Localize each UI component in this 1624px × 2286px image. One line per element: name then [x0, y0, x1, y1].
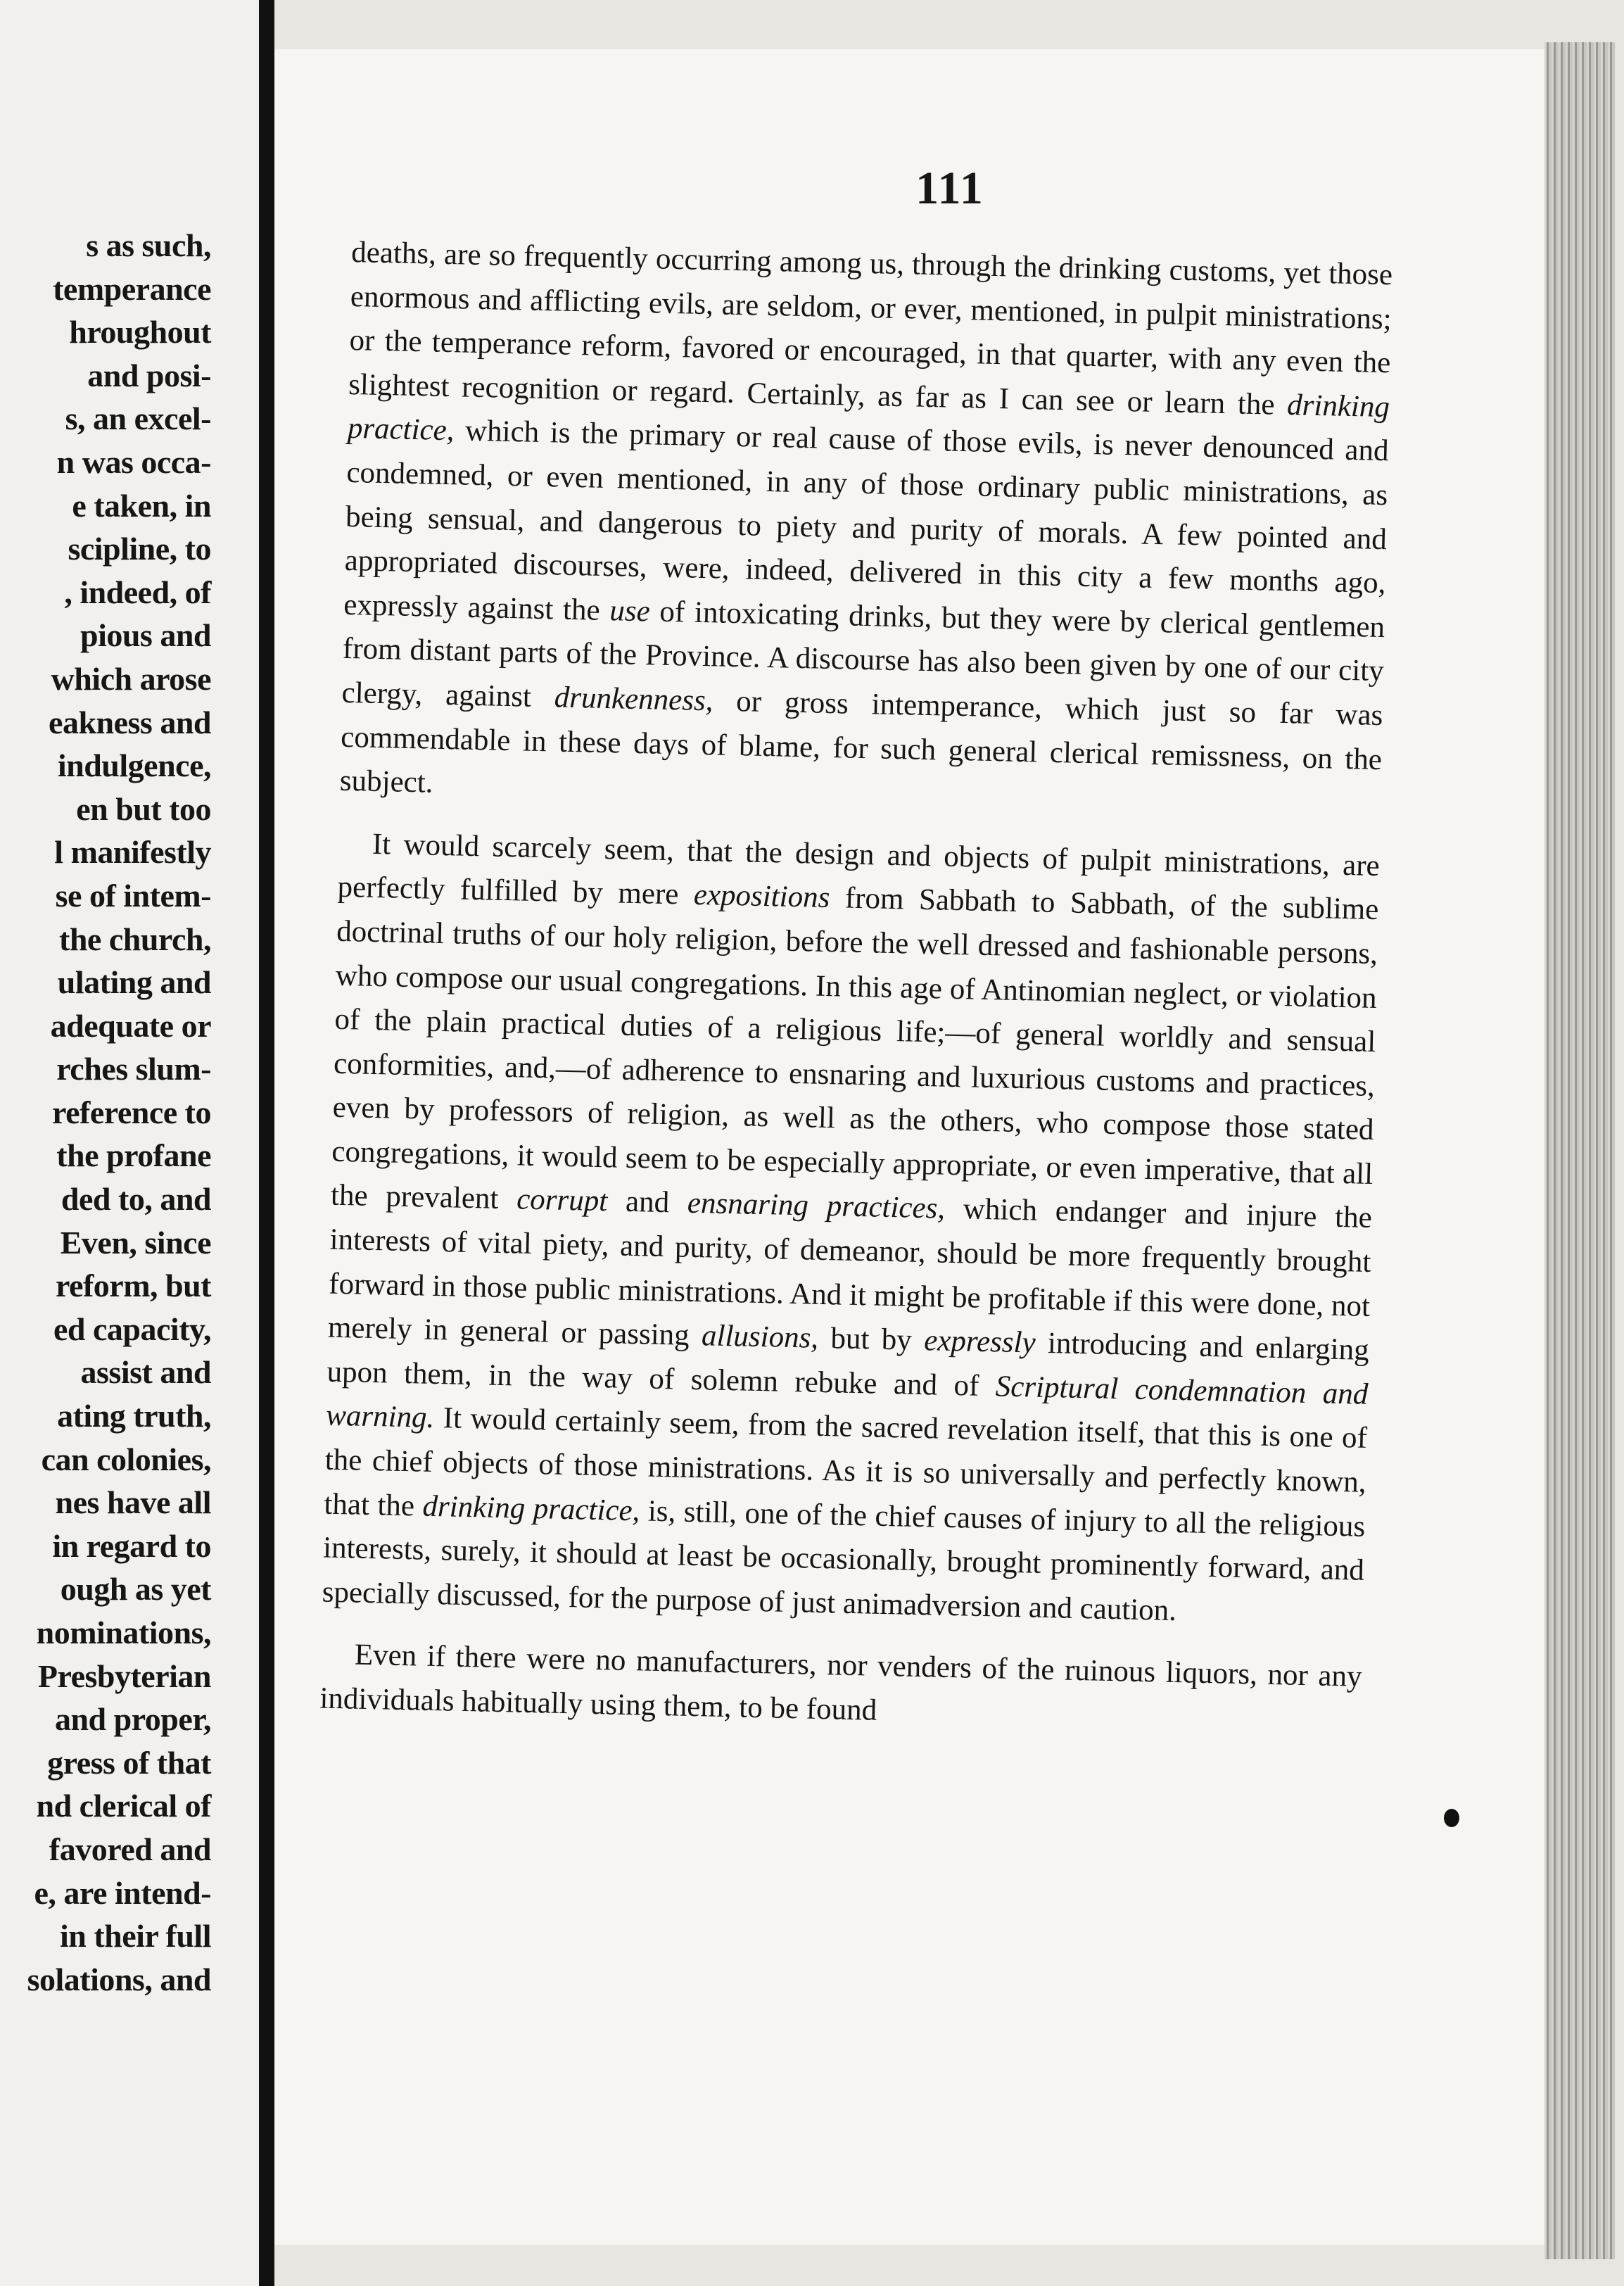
- left-page-line: , indeed, of: [64, 574, 211, 610]
- ink-dot: [1444, 1809, 1459, 1827]
- left-page-line: the church,: [59, 921, 211, 957]
- left-page-line: scipline, to: [68, 531, 211, 567]
- italic-text: drunkenness,: [554, 681, 713, 718]
- left-page-line: assist and: [80, 1354, 211, 1391]
- italic-text: use: [609, 593, 651, 629]
- left-page-line: ating truth,: [57, 1398, 211, 1434]
- text-run: which is the primary or real cause of those evils, is never denounced and condemned, or even mentioned, in any of those ordinary public ministrations, as being sensual, and dangerous to piety and purity of morals. A few pointed and appropriated discourses, were, indeed, delivered in this city a few months ago, expressly against the: [343, 414, 1390, 627]
- text-run: introducing and enlarging upon them, in the way of solemn rebuke and of: [326, 1326, 1370, 1403]
- left-page-line: favored and: [49, 1831, 211, 1867]
- italic-text: corrupt: [516, 1182, 608, 1218]
- left-page-line: se of intem-: [55, 877, 211, 914]
- left-page-line: nes have all: [55, 1484, 211, 1521]
- left-page-line: and proper,: [54, 1701, 211, 1738]
- left-page-line: adequate or: [50, 1007, 211, 1044]
- italic-text: drinking practice,: [422, 1489, 640, 1527]
- left-page-line: in their full: [59, 1918, 211, 1955]
- left-page-line: can colonies,: [41, 1441, 211, 1477]
- body-text: [319, 231, 1393, 1743]
- text-run: which endanger and injure the interests of vital piety, and purity, of demeanor, should be more frequently brought forward in those public ministrations. And it might be profitable if this were done, not merely in general or passing: [327, 1192, 1373, 1353]
- left-page-line: pious and: [80, 617, 211, 654]
- text-run: Even if there were no manufacturers, nor venders of the ruinous liquors, nor any individuals habitually using them, to be found: [319, 1638, 1363, 1727]
- left-page-text: [0, 224, 211, 2001]
- italic-text: allusions,: [701, 1319, 819, 1356]
- page-edges: [1544, 42, 1615, 2259]
- left-page-line: nd clerical of: [36, 1788, 211, 1824]
- left-page-line: reference to: [52, 1094, 211, 1130]
- text-run: of intoxicating drinks, but they were by clerical gentlemen from distant parts of the Province. A discourse has also been given by one of our city clergy, against: [341, 595, 1385, 714]
- left-page-line: ulating and: [57, 964, 211, 1001]
- left-page-line: n was occa-: [56, 443, 211, 480]
- left-page-line: Presbyterian: [37, 1657, 211, 1694]
- page-number: 111: [915, 163, 984, 214]
- left-page-line: hroughout: [69, 314, 211, 351]
- left-page-line: gress of that: [47, 1744, 211, 1781]
- left-page-line: ded to, and: [61, 1181, 211, 1218]
- left-page-line: solations, and: [27, 1961, 211, 1997]
- italic-text: expressly: [923, 1324, 1036, 1360]
- left-page-line: ed capacity,: [53, 1311, 211, 1347]
- text-run: deaths, are so frequently occurring among us, through the drinking customs, yet those enormous and afflicting evils, are seldom, or ever, mentioned, in pulpit ministrations; or the temperance reform, favored or encouraged, in that quarter, with any even the slightest recognition or regard. Certainly, as far as I can see or learn the: [348, 235, 1393, 422]
- book-gutter: [259, 0, 274, 2286]
- left-page-line: Even, since: [60, 1224, 211, 1261]
- left-page-line: the profane: [56, 1137, 211, 1174]
- paragraph: [319, 1633, 1362, 1743]
- left-page-line: en but too: [76, 790, 211, 827]
- left-page-line: temperance: [53, 270, 211, 307]
- text-run: is, still, one of the chief causes of injury to all the religious interests, surely, it should at least be occasionally, brought prominently forward, and specially discussed, for the purpose of just animadversion and caution.: [322, 1494, 1366, 1627]
- left-page-line: and posi-: [87, 357, 211, 393]
- text-run: or gross intemperance, which just so far was commendable in these days of blame, for such general clerical remissness, on the subject.: [339, 684, 1383, 800]
- italic-text: ensnaring practices,: [687, 1187, 946, 1226]
- text-run: but by: [818, 1322, 925, 1358]
- left-page-line: nominations,: [36, 1615, 211, 1650]
- left-page-line: ough as yet: [60, 1571, 211, 1608]
- text-run: and: [607, 1185, 688, 1220]
- left-page-line: rches slum-: [56, 1051, 211, 1087]
- left-page-line: s as such,: [86, 227, 211, 263]
- italic-text: expositions: [693, 878, 830, 915]
- left-page-line: s, an excel-: [65, 400, 211, 437]
- left-page-line: l manifestly: [54, 834, 211, 871]
- left-page-line: in regard to: [52, 1527, 211, 1564]
- left-page-line: e, are intend-: [34, 1874, 211, 1911]
- left-page-line: reform, but: [55, 1268, 211, 1304]
- italic-text: drinking practice,: [347, 388, 1390, 448]
- left-page-line: indulgence,: [57, 747, 211, 784]
- text-run: It would scarcely seem, that the design and objects of pulpit ministrations, are perfectly fulfilled by mere: [337, 827, 1381, 912]
- text-run: from Sabbath to Sabbath, of the sublime doctrinal truths of our holy religion, before the well dressed and fashionable persons, who compose our usual congregations. In this age of Antinomian neglect, or violation of the plain practical duties of a religious life;—of general worldly and sensual conformities, and,—of adherence to ensnaring and luxurious customs and practices, even by professors of religion, as well as the others, who compose those stated congregations, it would seem to be especially appropriate, or even imperative, that all the prevalent: [330, 881, 1379, 1216]
- right-page: [274, 49, 1555, 2245]
- paragraph: [339, 231, 1393, 826]
- left-page-line: eakness and: [49, 704, 211, 740]
- italic-text: Scriptural condemnation and warning.: [325, 1370, 1369, 1435]
- left-page-line: which arose: [51, 660, 211, 697]
- left-page: [0, 0, 259, 2286]
- paragraph: [322, 822, 1380, 1638]
- text-run: It would certainly seem, from the sacred revelation itself, that this is one of the chief objects of those ministrations. As it is so universally and perfectly known, that the: [324, 1401, 1368, 1523]
- left-page-line: e taken, in: [72, 487, 211, 524]
